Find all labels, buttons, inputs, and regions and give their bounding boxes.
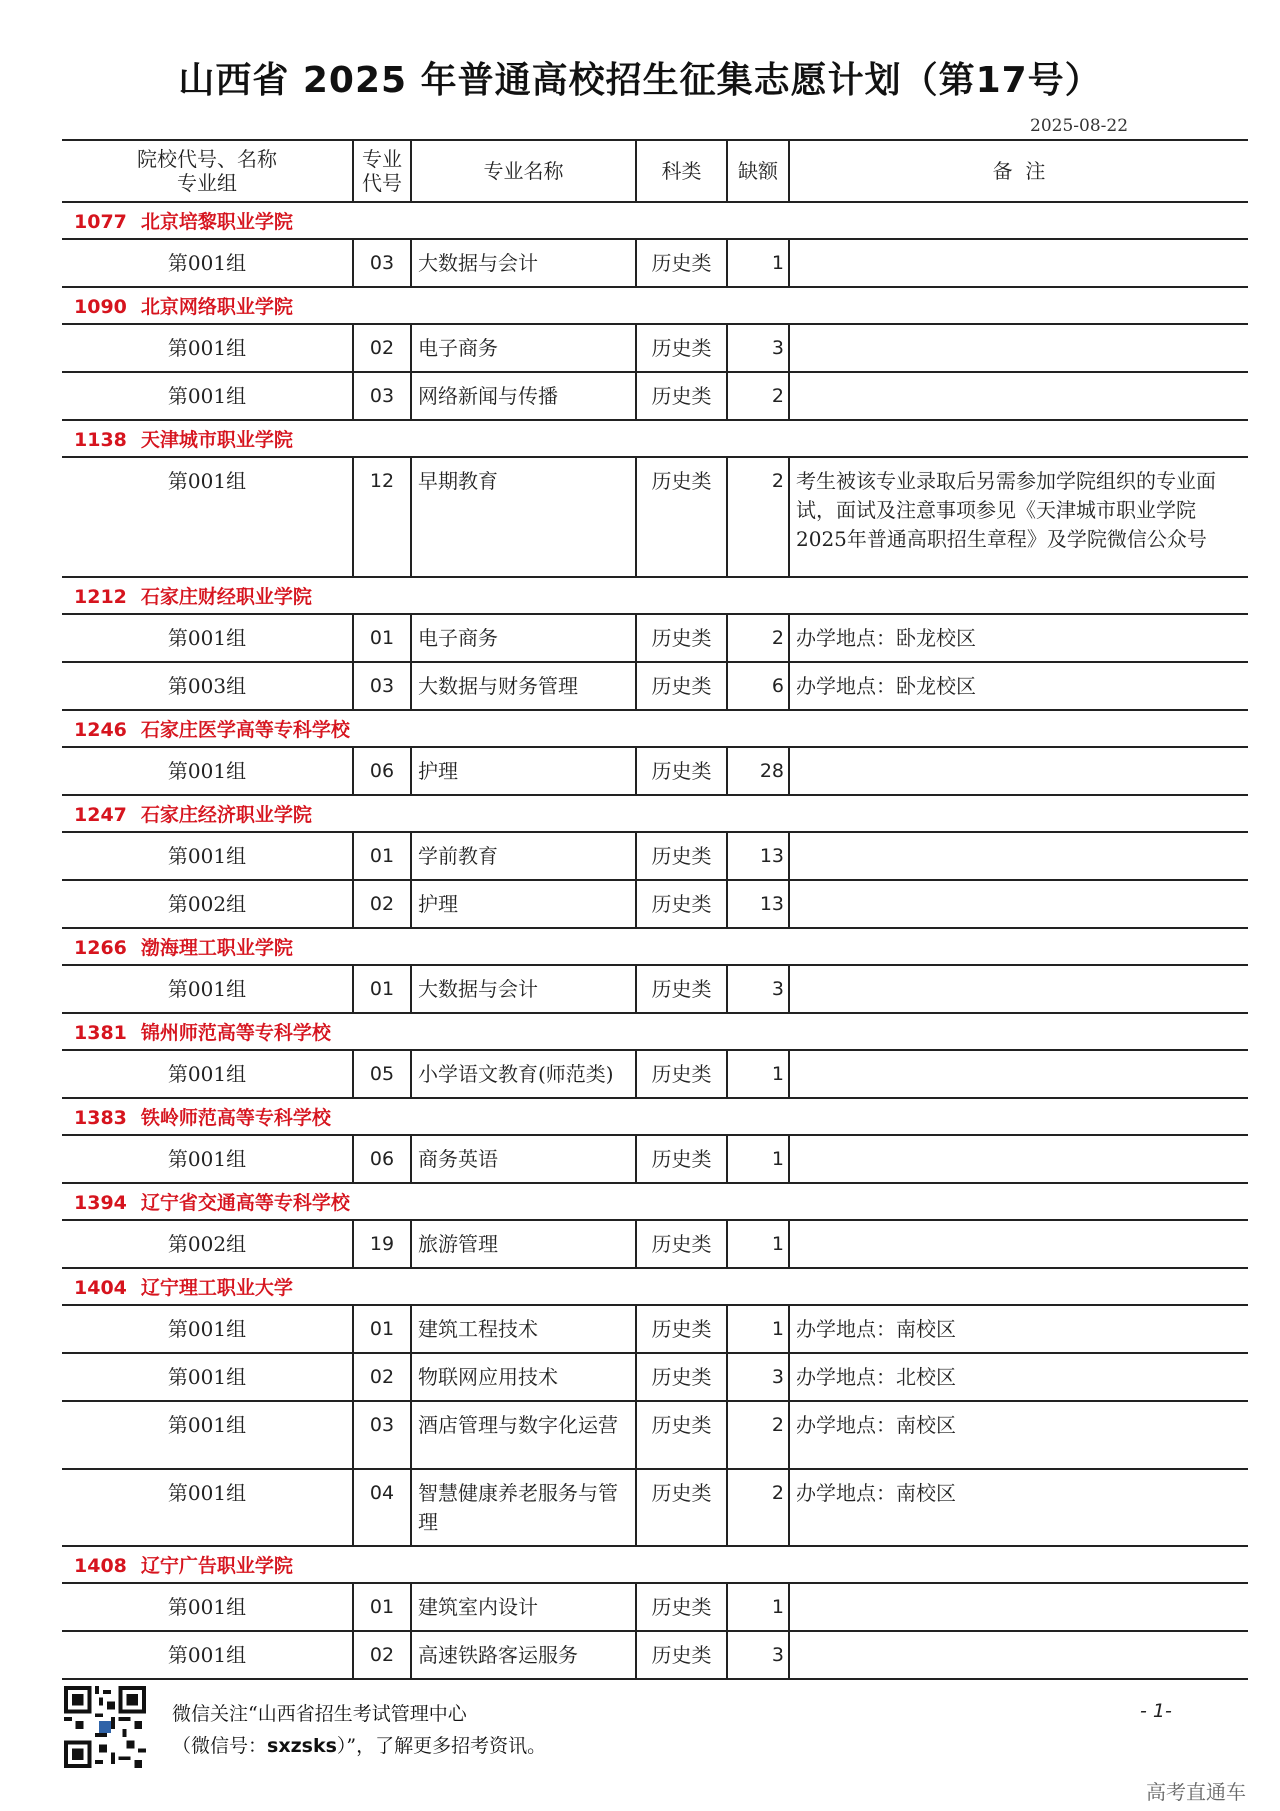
category-cell: 历史类 xyxy=(636,662,727,710)
quota-cell: 2 xyxy=(727,1401,789,1469)
category-cell: 历史类 xyxy=(636,1220,727,1268)
group-cell: 第002组 xyxy=(62,1220,353,1268)
group-cell: 第001组 xyxy=(62,965,353,1013)
major-code-cell: 03 xyxy=(353,1401,411,1469)
institution-name: 天津城市职业学院 xyxy=(140,429,293,451)
major-name-cell: 电子商务 xyxy=(411,324,636,372)
institution-code: 1212 xyxy=(74,586,127,608)
institution-code: 1383 xyxy=(74,1107,127,1129)
table-row xyxy=(62,324,1248,372)
footer-text xyxy=(172,1698,546,1762)
table-row xyxy=(62,1050,1248,1098)
major-code-cell: 12 xyxy=(353,457,411,577)
quota-cell: 1 xyxy=(727,1050,789,1098)
table-row xyxy=(62,1305,1248,1353)
institution-cell xyxy=(62,287,1248,324)
footer-line2-prefix: （微信号： xyxy=(172,1735,268,1757)
major-name-cell: 商务英语 xyxy=(411,1135,636,1183)
major-name-cell: 护理 xyxy=(411,880,636,928)
quota-cell: 2 xyxy=(727,372,789,420)
group-cell: 第001组 xyxy=(62,457,353,577)
header-institution-line1: 院校代号、名称 xyxy=(137,147,277,171)
institution-row xyxy=(62,1013,1248,1050)
major-code-cell: 02 xyxy=(353,1353,411,1401)
major-code-cell: 03 xyxy=(353,239,411,287)
institution-cell xyxy=(62,420,1248,457)
qr-code-icon xyxy=(64,1686,146,1768)
quota-cell: 3 xyxy=(727,1353,789,1401)
header-major-code-line1: 专业 xyxy=(362,147,402,171)
table-row xyxy=(62,457,1248,577)
major-code-cell: 01 xyxy=(353,832,411,880)
major-name-cell: 网络新闻与传播 xyxy=(411,372,636,420)
institution-name: 铁岭师范高等专科学校 xyxy=(140,1107,331,1129)
institution-name: 辽宁理工职业大学 xyxy=(140,1277,293,1299)
category-cell: 历史类 xyxy=(636,1135,727,1183)
institution-name: 辽宁省交通高等专科学校 xyxy=(140,1192,350,1214)
remarks-cell xyxy=(789,747,1248,795)
major-name-cell: 电子商务 xyxy=(411,614,636,662)
plan-table xyxy=(62,139,1248,1680)
table-row xyxy=(62,832,1248,880)
major-code-cell: 01 xyxy=(353,1305,411,1353)
table-row xyxy=(62,1220,1248,1268)
remarks-cell xyxy=(789,965,1248,1013)
table-row xyxy=(62,1135,1248,1183)
category-cell: 历史类 xyxy=(636,1305,727,1353)
major-code-cell: 03 xyxy=(353,372,411,420)
publish-date: 2025-08-22 xyxy=(1030,116,1129,136)
remarks-cell xyxy=(789,1631,1248,1679)
group-cell: 第001组 xyxy=(62,1305,353,1353)
remarks-cell: 办学地点：南校区 xyxy=(789,1401,1248,1469)
major-code-cell: 03 xyxy=(353,662,411,710)
table-header-row xyxy=(62,140,1248,202)
table-row xyxy=(62,747,1248,795)
remarks-cell: 办学地点：南校区 xyxy=(789,1469,1248,1546)
header-major-code-line2: 代号 xyxy=(362,171,402,195)
category-cell: 历史类 xyxy=(636,1631,727,1679)
remarks-cell: 办学地点：卧龙校区 xyxy=(789,614,1248,662)
remarks-cell xyxy=(789,1220,1248,1268)
table-row xyxy=(62,614,1248,662)
major-code-cell: 06 xyxy=(353,747,411,795)
major-name-cell: 小学语文教育(师范类) xyxy=(411,1050,636,1098)
remarks-cell xyxy=(789,880,1248,928)
page-number: - 1- xyxy=(1140,1700,1172,1722)
institution-name: 渤海理工职业学院 xyxy=(140,937,293,959)
remarks-cell xyxy=(789,1135,1248,1183)
institution-cell xyxy=(62,795,1248,832)
major-name-cell: 早期教育 xyxy=(411,457,636,577)
table-row xyxy=(62,239,1248,287)
institution-row xyxy=(62,420,1248,457)
major-name-cell: 建筑工程技术 xyxy=(411,1305,636,1353)
major-name-cell: 护理 xyxy=(411,747,636,795)
institution-cell xyxy=(62,202,1248,239)
major-code-cell: 02 xyxy=(353,324,411,372)
major-code-cell: 02 xyxy=(353,1631,411,1679)
institution-code: 1404 xyxy=(74,1277,127,1299)
institution-row xyxy=(62,287,1248,324)
category-cell: 历史类 xyxy=(636,832,727,880)
major-code-cell: 19 xyxy=(353,1220,411,1268)
institution-row xyxy=(62,928,1248,965)
major-name-cell: 建筑室内设计 xyxy=(411,1583,636,1631)
institution-row xyxy=(62,577,1248,614)
remarks-cell xyxy=(789,372,1248,420)
group-cell: 第001组 xyxy=(62,1401,353,1469)
quota-cell: 28 xyxy=(727,747,789,795)
table-row xyxy=(62,880,1248,928)
institution-row xyxy=(62,1546,1248,1583)
category-cell: 历史类 xyxy=(636,880,727,928)
category-cell: 历史类 xyxy=(636,1401,727,1469)
category-cell: 历史类 xyxy=(636,372,727,420)
institution-code: 1138 xyxy=(74,429,127,451)
group-cell: 第001组 xyxy=(62,832,353,880)
category-cell: 历史类 xyxy=(636,614,727,662)
footer-line2 xyxy=(172,1730,546,1762)
plan-table-body xyxy=(62,202,1248,1679)
group-cell: 第001组 xyxy=(62,1583,353,1631)
category-cell: 历史类 xyxy=(636,1583,727,1631)
institution-row xyxy=(62,1268,1248,1305)
group-cell: 第001组 xyxy=(62,1135,353,1183)
major-name-cell: 智慧健康养老服务与管理 xyxy=(411,1469,636,1546)
header-quota: 缺额 xyxy=(727,140,789,202)
group-cell: 第001组 xyxy=(62,239,353,287)
remarks-cell: 办学地点：卧龙校区 xyxy=(789,662,1248,710)
institution-code: 1408 xyxy=(74,1555,127,1577)
quota-cell: 3 xyxy=(727,324,789,372)
institution-name: 北京网络职业学院 xyxy=(140,296,293,318)
major-code-cell: 01 xyxy=(353,614,411,662)
institution-cell xyxy=(62,928,1248,965)
group-cell: 第001组 xyxy=(62,1050,353,1098)
category-cell: 历史类 xyxy=(636,1353,727,1401)
header-remarks: 备 注 xyxy=(789,140,1248,202)
table-row xyxy=(62,1469,1248,1546)
major-name-cell: 学前教育 xyxy=(411,832,636,880)
wechat-account: sxzsks xyxy=(267,1735,337,1757)
remarks-cell: 办学地点：南校区 xyxy=(789,1305,1248,1353)
quota-cell: 13 xyxy=(727,880,789,928)
footer-line2-suffix: ）”，了解更多招考资讯。 xyxy=(336,1735,547,1757)
major-code-cell: 04 xyxy=(353,1469,411,1546)
remarks-cell xyxy=(789,239,1248,287)
institution-code: 1394 xyxy=(74,1192,127,1214)
institution-row xyxy=(62,1183,1248,1220)
quota-cell: 13 xyxy=(727,832,789,880)
institution-row xyxy=(62,1098,1248,1135)
header-institution-line2: 专业组 xyxy=(177,171,237,195)
institution-name: 石家庄医学高等专科学校 xyxy=(140,719,350,741)
category-cell: 历史类 xyxy=(636,747,727,795)
major-code-cell: 06 xyxy=(353,1135,411,1183)
major-code-cell: 05 xyxy=(353,1050,411,1098)
header-category: 科类 xyxy=(636,140,727,202)
footer xyxy=(0,1686,1280,1796)
institution-name: 石家庄财经职业学院 xyxy=(140,586,312,608)
table-row xyxy=(62,1631,1248,1679)
watermark: 高考直通车 xyxy=(1146,1780,1246,1804)
remarks-cell xyxy=(789,832,1248,880)
institution-row xyxy=(62,795,1248,832)
remarks-cell: 考生被该专业录取后另需参加学院组织的专业面试，面试及注意事项参见《天津城市职业学院2025年普通高职招生章程》及学院微信公众号 xyxy=(789,457,1248,577)
quota-cell: 1 xyxy=(727,1583,789,1631)
remarks-cell xyxy=(789,1583,1248,1631)
institution-cell xyxy=(62,577,1248,614)
table-row xyxy=(62,372,1248,420)
major-code-cell: 01 xyxy=(353,1583,411,1631)
table-row xyxy=(62,1583,1248,1631)
quota-cell: 2 xyxy=(727,457,789,577)
institution-cell xyxy=(62,1013,1248,1050)
footer-line1: 微信关注“山西省招生考试管理中心 xyxy=(172,1703,467,1725)
institution-name: 锦州师范高等专科学校 xyxy=(140,1022,331,1044)
table-row xyxy=(62,965,1248,1013)
header-major-code xyxy=(353,140,411,202)
category-cell: 历史类 xyxy=(636,324,727,372)
major-name-cell: 大数据与会计 xyxy=(411,965,636,1013)
major-name-cell: 物联网应用技术 xyxy=(411,1353,636,1401)
quota-cell: 6 xyxy=(727,662,789,710)
major-name-cell: 酒店管理与数字化运营 xyxy=(411,1401,636,1469)
institution-cell xyxy=(62,710,1248,747)
institution-row xyxy=(62,710,1248,747)
group-cell: 第001组 xyxy=(62,324,353,372)
quota-cell: 1 xyxy=(727,239,789,287)
header-major-name: 专业名称 xyxy=(411,140,636,202)
major-name-cell: 大数据与会计 xyxy=(411,239,636,287)
quota-cell: 1 xyxy=(727,1220,789,1268)
institution-code: 1246 xyxy=(74,719,127,741)
group-cell: 第001组 xyxy=(62,1353,353,1401)
table-row xyxy=(62,1353,1248,1401)
group-cell: 第001组 xyxy=(62,1469,353,1546)
quota-cell: 3 xyxy=(727,1631,789,1679)
institution-code: 1090 xyxy=(74,296,127,318)
quota-cell: 1 xyxy=(727,1135,789,1183)
institution-name: 辽宁广告职业学院 xyxy=(140,1555,293,1577)
category-cell: 历史类 xyxy=(636,457,727,577)
table-row xyxy=(62,1401,1248,1469)
table-row xyxy=(62,662,1248,710)
major-name-cell: 高速铁路客运服务 xyxy=(411,1631,636,1679)
institution-code: 1381 xyxy=(74,1022,127,1044)
remarks-cell xyxy=(789,324,1248,372)
group-cell: 第003组 xyxy=(62,662,353,710)
category-cell: 历史类 xyxy=(636,1469,727,1546)
institution-cell xyxy=(62,1098,1248,1135)
major-code-cell: 02 xyxy=(353,880,411,928)
institution-code: 1077 xyxy=(74,211,127,233)
institution-code: 1266 xyxy=(74,937,127,959)
remarks-cell xyxy=(789,1050,1248,1098)
header-institution xyxy=(62,140,353,202)
group-cell: 第001组 xyxy=(62,1631,353,1679)
group-cell: 第001组 xyxy=(62,747,353,795)
quota-cell: 2 xyxy=(727,614,789,662)
page-title: 山西省 2025 年普通高校招生征集志愿计划（第17号） xyxy=(178,60,1102,101)
institution-row xyxy=(62,202,1248,239)
institution-cell xyxy=(62,1546,1248,1583)
quota-cell: 2 xyxy=(727,1469,789,1546)
institution-cell xyxy=(62,1183,1248,1220)
group-cell: 第001组 xyxy=(62,372,353,420)
institution-name: 石家庄经济职业学院 xyxy=(140,804,312,826)
remarks-cell: 办学地点：北校区 xyxy=(789,1353,1248,1401)
major-code-cell: 01 xyxy=(353,965,411,1013)
group-cell: 第001组 xyxy=(62,614,353,662)
institution-name: 北京培黎职业学院 xyxy=(140,211,293,233)
category-cell: 历史类 xyxy=(636,1050,727,1098)
quota-cell: 3 xyxy=(727,965,789,1013)
institution-code: 1247 xyxy=(74,804,127,826)
category-cell: 历史类 xyxy=(636,239,727,287)
major-name-cell: 大数据与财务管理 xyxy=(411,662,636,710)
category-cell: 历史类 xyxy=(636,965,727,1013)
major-name-cell: 旅游管理 xyxy=(411,1220,636,1268)
group-cell: 第002组 xyxy=(62,880,353,928)
quota-cell: 1 xyxy=(727,1305,789,1353)
institution-cell xyxy=(62,1268,1248,1305)
